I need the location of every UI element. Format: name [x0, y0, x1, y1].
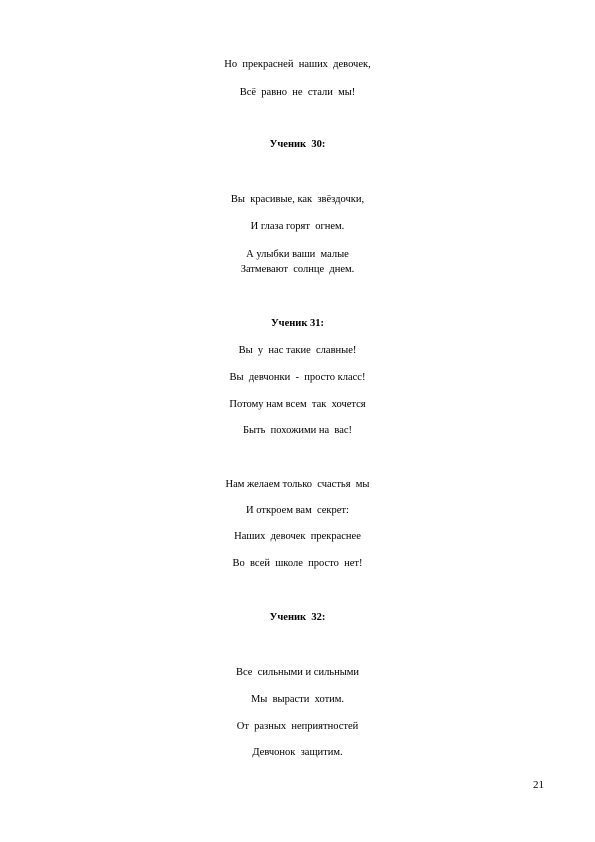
poem-line: Наших девочек прекраснее — [234, 531, 361, 542]
poem-line: И глаза горят огнем. — [250, 221, 345, 232]
poem-line: Вы у нас такие славные! — [238, 345, 357, 356]
student-heading: Ученик 30: — [269, 139, 326, 150]
poem-line: Вы девчонки - просто класс! — [229, 372, 366, 383]
poem-line: Потому нам всем так хочется — [229, 399, 366, 410]
poem-line: Затмевают солнце днем. — [240, 264, 355, 275]
page-number: 21 — [533, 779, 544, 791]
poem-line: Во всей школе просто нет! — [232, 558, 363, 569]
poem-line: Все сильными и сильными — [235, 667, 360, 678]
poem-line: Быть похожими на вас! — [242, 425, 353, 436]
poem-line: Вы красивые, как звёздочки, — [230, 194, 365, 205]
student-heading: Ученик 31: — [270, 318, 325, 329]
poem-line: Нам желаем только счастья мы — [225, 479, 370, 490]
poem-line: Девчонок защитим. — [252, 747, 343, 758]
poem-line: Всё равно не стали мы! — [239, 87, 356, 98]
poem-line: Но прекрасней наших девочек, — [224, 59, 371, 70]
student-heading: Ученик 32: — [269, 612, 326, 623]
poem-line: А улыбки ваши малые — [246, 249, 349, 260]
poem-line: От разных неприятностей — [236, 721, 359, 732]
poem-line: Мы вырасти хотим. — [250, 694, 345, 705]
poem-line: И откроем вам секрет: — [246, 505, 349, 516]
